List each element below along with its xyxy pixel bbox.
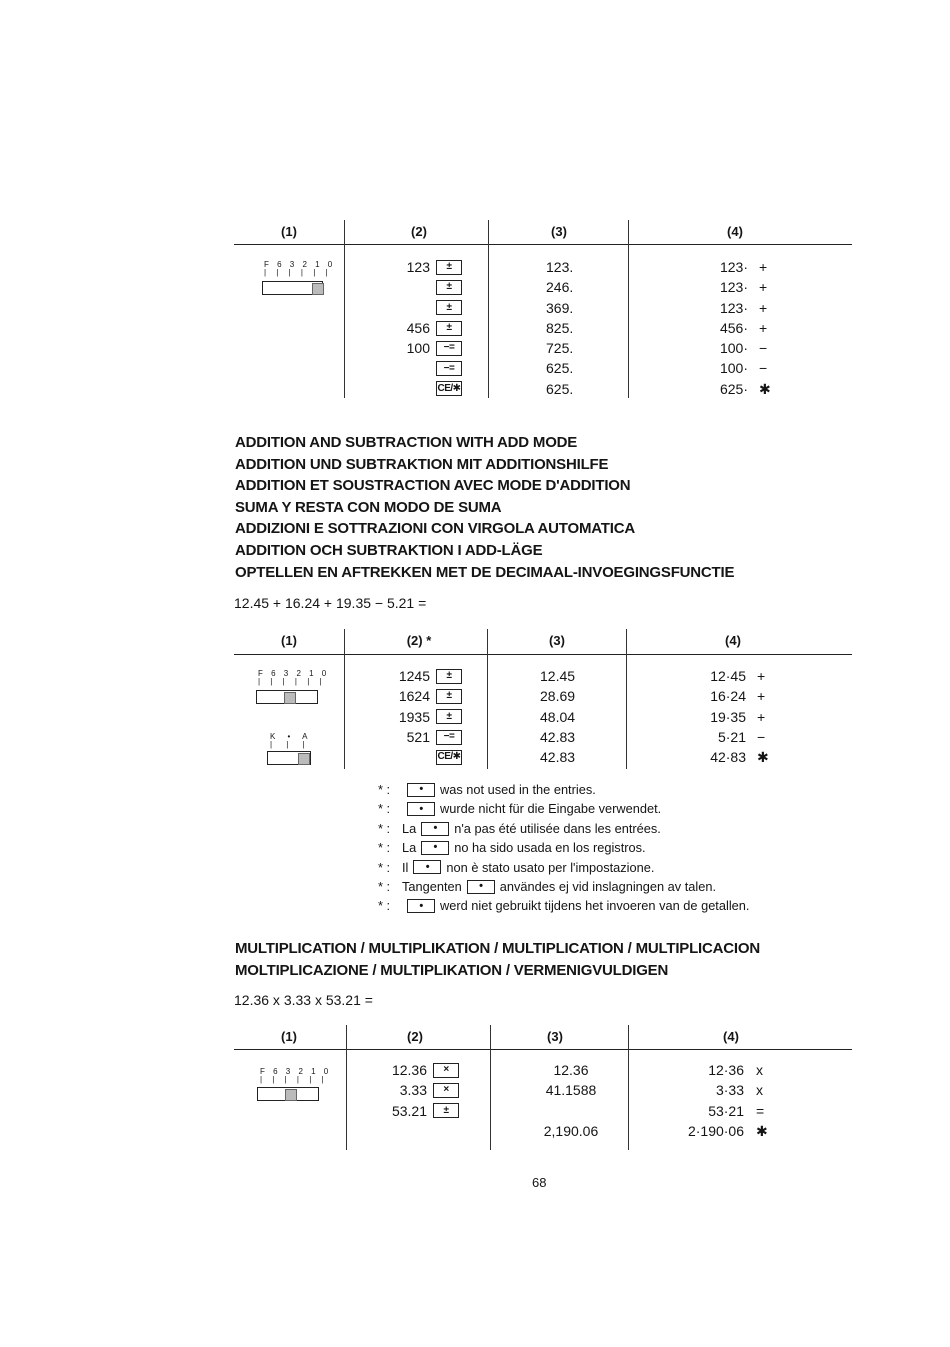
heading-line: OPTELLEN EN AFTREKKEN MET DE DECIMAAL-INVOEGINGSFUNCTIE [235, 563, 735, 581]
decimal-key: • [421, 822, 449, 836]
entry-value: 1245 [398, 668, 430, 684]
plus-equals-key: ± [436, 260, 462, 275]
table-row [344, 298, 462, 318]
print-symbol: + [759, 279, 768, 296]
print-column [572, 1060, 744, 1141]
footnote-marker: * : [378, 898, 391, 914]
footnote [378, 877, 749, 896]
display-value: 2,190.06 [543, 1122, 599, 1139]
print-symbol: − [757, 728, 766, 745]
decimal-key: • [407, 802, 435, 816]
footnote-text: användes ej vid inslagningen av talen. [499, 879, 717, 895]
table-row [344, 318, 462, 338]
entry-value: 521 [406, 728, 430, 745]
heading-line: ADDITION ET SOUSTRACTION AVEC MODE D'ADDITION [235, 477, 631, 495]
footnote [378, 896, 749, 915]
display-value: 825. [546, 319, 574, 336]
col-header-1: (1) [281, 1029, 297, 1044]
print-symbol: + [759, 299, 768, 316]
print-symbol: + [757, 688, 766, 705]
display-value: 123. [546, 259, 574, 275]
footnote-prefix: Tangenten [402, 879, 462, 895]
table-row [344, 1121, 459, 1141]
column-divider [488, 220, 489, 398]
plus-equals-key: ± [436, 300, 462, 315]
footnote-text: n'a pas été utilisée dans les entrées. [454, 820, 661, 836]
footnote [378, 780, 749, 799]
table-row [344, 686, 462, 706]
selector-ticks: | | | | | | [258, 677, 326, 686]
selector-slider [256, 690, 318, 704]
selector-slider [262, 281, 323, 295]
col-header-3: (3) [549, 633, 565, 648]
table-row [344, 666, 462, 686]
print-symbol: − [759, 360, 768, 377]
decimal-key: • [421, 841, 449, 855]
selector-slider [257, 1087, 319, 1101]
print-symbol: − [759, 340, 768, 357]
header-rule [234, 244, 852, 245]
clear-total-key: CE/✱ [436, 381, 462, 396]
display-value: 28.69 [540, 688, 576, 705]
footnote-prefix: Il [402, 859, 409, 875]
footnote-marker: * : [378, 859, 391, 875]
print-symbol: + [759, 259, 768, 275]
plus-equals-key: ± [436, 669, 462, 684]
footnote [378, 799, 749, 818]
table-2 [234, 629, 852, 771]
footnote-marker: * : [378, 820, 391, 836]
print-symbol-column [759, 257, 789, 399]
print-value: 16·24 [710, 688, 746, 705]
table-row [344, 379, 462, 399]
footnote-prefix: La [402, 840, 417, 856]
entry-value: 100 [406, 340, 430, 357]
selector-label: F 6 3 2 1 0 [260, 1067, 332, 1076]
entry-value: 123 [406, 259, 430, 275]
mode-selector-thumb [298, 753, 310, 765]
decimal-key: • [407, 899, 435, 913]
plus-equals-key: ± [436, 709, 462, 724]
selector-ticks: | | | | | | [260, 1075, 328, 1084]
print-value: 123· [719, 259, 748, 275]
footnote-text: was not used in the entries. [440, 782, 596, 797]
display-value: 42.83 [540, 728, 576, 745]
print-symbol-column [757, 666, 787, 767]
decimal-key: • [407, 783, 435, 797]
clear-total-key: CE/✱ [436, 750, 462, 765]
print-symbol: x [756, 1062, 763, 1078]
footnote-text: wurde nicht für die Eingabe verwendet. [440, 801, 662, 817]
col-header-1: (1) [281, 633, 297, 648]
footnote-text: no ha sido usada en los registros. [454, 840, 646, 856]
display-value: 725. [546, 340, 574, 357]
heading-line: ADDITION AND SUBTRACTION WITH ADD MODE [235, 434, 578, 451]
print-value: 42·83 [710, 749, 746, 766]
section-heading-multiplication [235, 938, 760, 981]
plus-equals-key: ± [436, 321, 462, 336]
formula-multiplication: 12.36 x 3.33 x 53.21 = [234, 992, 373, 1008]
entries-column [344, 1060, 459, 1141]
entry-value: 12.36 [391, 1062, 427, 1078]
column-divider [487, 629, 488, 769]
display-value: 48.04 [540, 708, 576, 725]
col-header-4: (4) [723, 1029, 739, 1044]
col-header-2: (2) [411, 224, 427, 239]
col-header-4: (4) [727, 224, 743, 239]
print-symbol-column [756, 1060, 786, 1141]
mode-selector-ticks: | | | [270, 740, 311, 749]
col-header-2: (2) [407, 1029, 423, 1044]
table-row [344, 338, 462, 358]
print-value: 19·35 [710, 708, 746, 725]
column-divider [490, 1025, 491, 1150]
decimal-key: • [467, 880, 495, 894]
table-3 [234, 1025, 852, 1152]
table-row [344, 1101, 459, 1121]
section-heading-add-mode [235, 432, 734, 583]
table-row [344, 707, 462, 727]
heading-line: SUMA Y RESTA CON MODO DE SUMA [235, 498, 502, 516]
display-value: 369. [546, 299, 574, 316]
footnote-marker: * : [378, 879, 391, 895]
heading-line: ADDITION OCH SUBTRAKTION I ADD-LÄGE [235, 541, 543, 559]
heading-line: MULTIPLICATION / MULTIPLIKATION / MULTIPLICATION / MULTIPLICACION [235, 940, 760, 957]
entries-column [344, 666, 462, 767]
multiply-key: × [433, 1083, 459, 1098]
selector-thumb [312, 283, 324, 295]
selector-label: F 6 3 2 1 0 [264, 260, 336, 269]
formula-add-mode: 12.45 + 16.24 + 19.35 − 5.21 = [234, 595, 427, 611]
plus-equals-key: ± [433, 1103, 459, 1118]
selector-thumb [284, 692, 296, 704]
multiply-key: × [433, 1063, 459, 1078]
display-value: 42.83 [540, 749, 576, 766]
print-symbol: + [757, 708, 766, 725]
footnote-text: non è stato usato per l'impostazione. [446, 859, 655, 875]
display-value: 246. [546, 279, 574, 296]
selector-label: F 6 3 2 1 0 [258, 669, 330, 678]
print-value: 12·45 [710, 668, 746, 684]
header-rule [234, 1049, 852, 1050]
print-symbol: ✱ [759, 380, 771, 397]
display-value: 625. [546, 360, 574, 377]
print-value: 100· [719, 360, 748, 377]
footnote [378, 819, 749, 838]
minus-equals-key: −= [436, 730, 462, 745]
print-symbol: = [756, 1102, 765, 1119]
print-column [576, 257, 748, 399]
selector-thumb [285, 1089, 297, 1101]
print-value: 456· [719, 319, 748, 336]
print-symbol: + [757, 668, 766, 684]
footnote-text: werd niet gebruikt tijdens het invoeren van de getallen. [440, 898, 750, 914]
footnotes [378, 780, 749, 916]
print-column [574, 666, 746, 767]
col-header-3: (3) [551, 224, 567, 239]
print-symbol: + [759, 319, 768, 336]
print-value: 3·33 [715, 1082, 744, 1099]
minus-equals-key: −= [436, 341, 462, 356]
table-row [344, 358, 462, 378]
table-row [344, 747, 462, 767]
mode-selector-slider [267, 751, 311, 765]
print-value: 123· [719, 279, 748, 296]
entries-column [344, 257, 462, 399]
decimal-key: • [413, 860, 441, 874]
heading-line: ADDITION UND SUBTRAKTION MIT ADDITIONSHILFE [235, 455, 609, 473]
footnote-marker: * : [378, 840, 391, 856]
print-value: 53·21 [708, 1102, 744, 1119]
footnote-prefix: La [402, 820, 417, 836]
col-header-1: (1) [281, 224, 297, 239]
print-value: 12·36 [708, 1062, 744, 1078]
heading-line: ADDIZIONI E SOTTRAZIONI CON VIRGOLA AUTOMATICA [235, 520, 635, 538]
footnote-marker: * : [378, 801, 391, 817]
footnote [378, 858, 749, 877]
entry-value: 456 [406, 319, 430, 336]
display-value: 12.36 [553, 1062, 589, 1078]
display-value: 625. [546, 380, 574, 397]
page-number: 68 [532, 1175, 547, 1190]
table-row [344, 257, 462, 277]
entry-value: 1624 [398, 688, 430, 705]
entry-value: 53.21 [391, 1102, 427, 1119]
table-row [344, 1060, 459, 1080]
col-header-4: (4) [725, 633, 741, 648]
col-header-3: (3) [547, 1029, 563, 1044]
table-row [344, 727, 462, 747]
print-value: 625· [719, 380, 748, 397]
col-header-2: (2) * [406, 633, 432, 648]
table-1 [234, 220, 852, 400]
print-value: 2·190·06 [687, 1122, 744, 1139]
footnote [378, 838, 749, 857]
minus-equals-key: −= [436, 361, 462, 376]
entry-value: 3.33 [399, 1082, 427, 1099]
entry-value: 1935 [398, 708, 430, 725]
footnote-marker: * : [378, 782, 391, 797]
print-symbol: ✱ [757, 749, 769, 766]
print-symbol: x [756, 1082, 763, 1099]
table-row [344, 277, 462, 297]
mode-selector-label: K • A [270, 732, 313, 741]
table-row [344, 1080, 459, 1100]
heading-line: MOLTIPLICAZIONE / MULTIPLIKATION / VERMENIGVULDIGEN [235, 961, 669, 979]
print-value: 100· [719, 340, 748, 357]
plus-equals-key: ± [436, 280, 462, 295]
print-value: 123· [719, 299, 748, 316]
print-symbol: ✱ [756, 1122, 768, 1139]
selector-ticks: | | | | | | [264, 268, 332, 277]
display-value: 12.45 [540, 668, 576, 684]
print-value: 5·21 [717, 728, 746, 745]
display-value: 41.1588 [545, 1082, 597, 1099]
header-rule [234, 654, 852, 655]
plus-equals-key: ± [436, 689, 462, 704]
